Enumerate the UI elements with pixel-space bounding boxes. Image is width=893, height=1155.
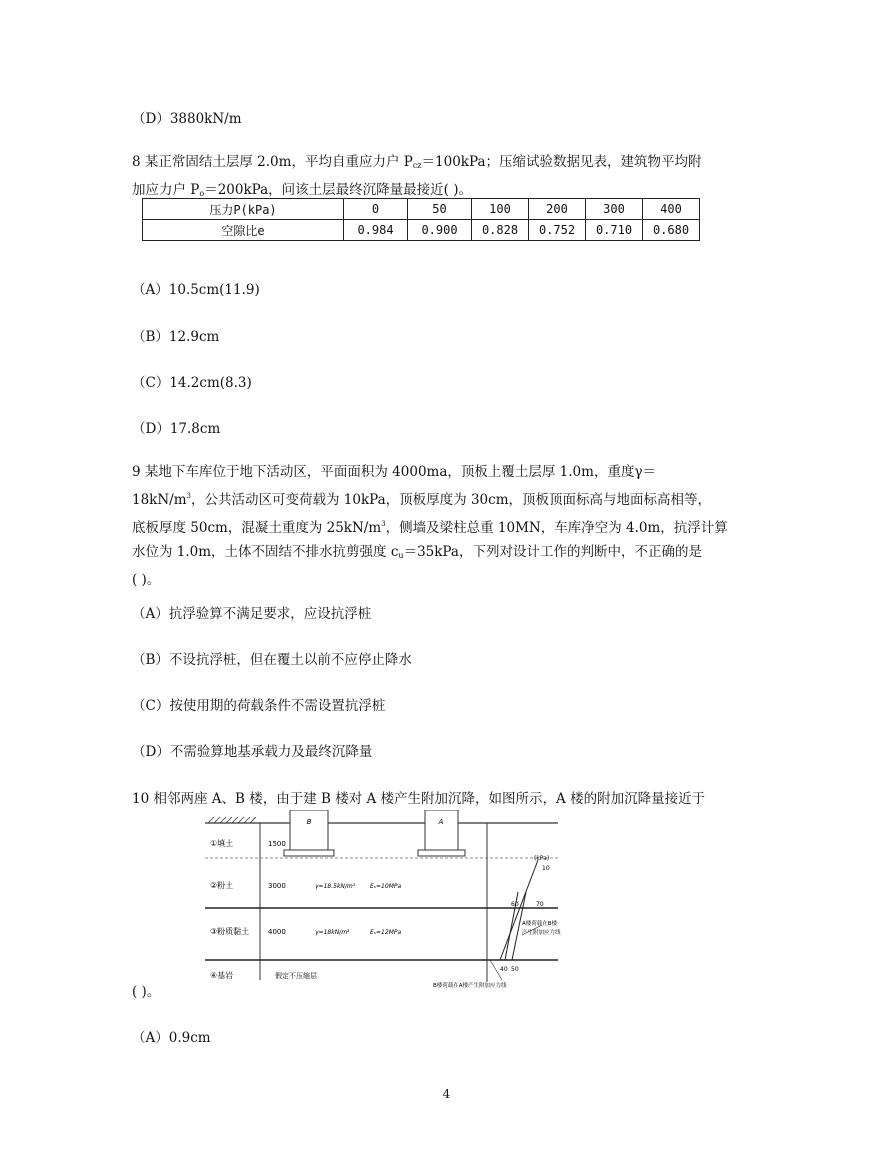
- question-9-line5: ( )。: [132, 572, 161, 588]
- layer-3-label: ③粉质黏土: [210, 927, 250, 936]
- layer-3-thickness: 4000: [268, 928, 286, 936]
- compression-test-table: [142, 198, 700, 241]
- question-10-blank: ( )。: [132, 984, 161, 1000]
- stress-value-top: 10: [542, 865, 550, 872]
- q10-option-a: （A）0.9cm: [132, 1030, 211, 1046]
- stress-value-mid-right: 70: [536, 901, 544, 908]
- table-cell: 300: [586, 199, 643, 220]
- table-cell: 0.710: [586, 220, 643, 241]
- stress-value-mid-left: 60: [511, 901, 519, 908]
- q8-option-a: （A）10.5cm(11.9): [132, 282, 260, 298]
- layer-2-property-b: Eₛ=10MPa: [370, 883, 402, 890]
- q8-option-c: （C）14.2cm(8.3): [132, 375, 252, 391]
- layer-3-property-b: Eₛ=12MPa: [370, 929, 402, 936]
- question-9-line3: 底板厚度 50cm，混凝土重度为 $25kN/m^3$，侧墙及梁柱总重 10MN，车库净空为 4.0m，抗浮计算: [132, 520, 728, 536]
- layer-2-property-a: γ=18.5kN/m³: [315, 883, 356, 890]
- stress-value-bottom-right: 50: [511, 966, 519, 973]
- table-cell: 100: [472, 199, 529, 220]
- legend-line-2: B楼荷载在A楼产生附加应力线: [433, 983, 507, 989]
- q9-option-c: （C）按使用期的荷载条件不需设置抗浮桩: [132, 698, 386, 714]
- question-8-line2: 加应力户 $P_o=200kPa$，问该土层最终沉降量最接近( )。: [132, 182, 473, 198]
- q9-option-a: （A）抗浮验算不满足要求，应设抗浮桩: [132, 606, 372, 622]
- q9-option-b: （B）不设抗浮桩，但在覆土以前不应停止降水: [132, 652, 412, 668]
- question-9-line4: 水位为 1.0m，土体不固结不排水抗剪强度 $c_u=35kPa$，下列对设计工作的判断中，不正确的是: [132, 544, 702, 560]
- table-cell: 50: [408, 199, 472, 220]
- layer-1-label: ①填土: [210, 839, 234, 848]
- q8-option-b: （B）12.9cm: [132, 329, 220, 345]
- building-a-label: A: [438, 818, 444, 826]
- question-10-text: 10 相邻两座 A、B 楼，由于建 B 楼对 A 楼产生附加沉降，如图所示，A 楼的附加沉降量接近于: [132, 791, 706, 807]
- question-9-text: [132, 460, 762, 592]
- table-cell: 0.752: [529, 220, 586, 241]
- table-row-pressure: [143, 199, 700, 220]
- layer-4-note: 假定不压缩层: [275, 972, 317, 980]
- table-cell: 空隙比e: [143, 220, 344, 241]
- layer-4-label: ④基岩: [210, 971, 234, 980]
- question-8-line1: 8 某正常固结土层厚 2.0m，平均自重应力户 $P_{cz}=100kPa$；压缩试验数据见表，建筑物平均附: [132, 154, 702, 170]
- table-cell: 200: [529, 199, 586, 220]
- table-cell: 压力P(kPa): [143, 199, 344, 220]
- q8-option-d: （D）17.8cm: [132, 421, 221, 437]
- table-cell: 0.984: [344, 220, 408, 241]
- layer-1-thickness: 1500: [268, 840, 286, 848]
- page-number: 4: [442, 1087, 451, 1101]
- layer-2-label: ②粉土: [210, 881, 234, 890]
- soil-profile-figure: [200, 810, 565, 990]
- layer-3-property-a: γ=18kN/m³: [315, 929, 350, 936]
- option-d-prev: （D）3880kN/m: [132, 111, 242, 127]
- legend-line-1a: A楼荷载在B楼: [522, 921, 558, 927]
- q9-option-d: （D）不需验算地基承载力及最终沉降量: [132, 744, 373, 760]
- building-b-label: B: [306, 818, 312, 826]
- question-9-line1: 9 某地下车库位于地下活动区，平面面积为 4000ma，顶板上覆土层厚 1.0m，重度γ＝: [132, 464, 657, 480]
- table-cell: 0.828: [472, 220, 529, 241]
- legend-line-1b: 产生附加应力线: [522, 930, 561, 936]
- stress-unit: (kPa): [534, 855, 550, 862]
- table-cell: 400: [643, 199, 700, 220]
- table-cell: 0.680: [643, 220, 700, 241]
- table-row-void-ratio: [143, 220, 700, 241]
- table-cell: 0.900: [408, 220, 472, 241]
- stress-value-bottom-left: 40: [500, 966, 508, 973]
- table-cell: 0: [344, 199, 408, 220]
- question-9-line2: $18kN/m^3$，公共活动区可变荷载为 10kPa，顶板厚度为 30cm，顶板顶面标高与地面标高相等，: [132, 492, 712, 508]
- layer-2-thickness: 3000: [268, 882, 286, 890]
